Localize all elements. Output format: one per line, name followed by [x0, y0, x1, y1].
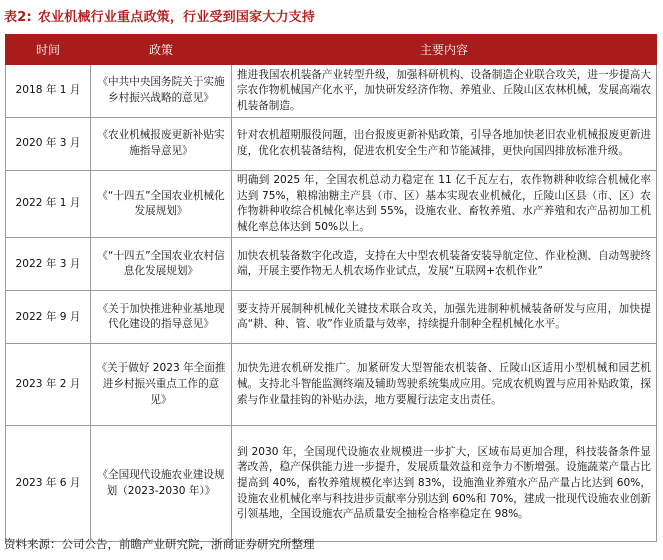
cell-policy: 《关于做好 2023 年全面推进乡村振兴重点工作的意见》	[91, 344, 232, 426]
cell-policy: 《全国现代设施农业建设规划（2023-2030 年）》	[91, 426, 232, 542]
policy-table	[5, 34, 657, 542]
cell-content: 推进我国农机装备产业转型升级，加强科研机构、设备制造企业联合攻关，进一步提高大宗农作物机械国产化水平，加快研发经济作物、养殖业、丘陵山区农林机械，发展高端农机装备制造。	[232, 65, 657, 118]
table-row	[6, 65, 657, 118]
cell-time: 2018 年 1 月	[6, 65, 91, 118]
header-time: 时间	[6, 35, 91, 65]
cell-content: 针对农机超期服役问题，出台报废更新补贴政策，引导各地加快老旧农业机械报废更新进度，优化农机装备结构，促进农机安全生产和节能减排，更快向国四排放标准升级。	[232, 118, 657, 171]
source-note: 资料来源：公司公告，前瞻产业研究院，浙商证券研究所整理	[4, 537, 315, 551]
cell-content: 要支持开展制种机械化关键技术联合攻关，加强先进制种机械装备研发与应用，加快提高“耕、种、管、收”作业质量与效率，持续提升制种全程机械化水平。	[232, 291, 657, 344]
table-row	[6, 426, 657, 542]
table-number: 表2:	[4, 10, 32, 25]
table-row	[6, 344, 657, 426]
cell-policy: 《“十四五”全国农业机械化发展规划》	[91, 171, 232, 238]
cell-content: 加快农机装备数字化改造，支持在大中型农机装备安装导航定位、作业检测、自动驾驶终端，开展主要作物无人机农场作业试点，发展“互联网+农机作业”	[232, 238, 657, 291]
cell-content: 加快先进农机研发推广。加紧研发大型智能农机装备、丘陵山区适用小型机械和园艺机械。支持北斗智能监测终端及辅助驾驶系统集成应用。完成农机购置与应用补贴政策，探索与作业量挂钩的补贴办法，地方要履行法定支出责任。	[232, 344, 657, 426]
cell-policy: 《“十四五”全国农业农村信息化发展规划》	[91, 238, 232, 291]
cell-time: 2022 年 9 月	[6, 291, 91, 344]
cell-policy: 《中共中央国务院关于实施乡村振兴战略的意见》	[91, 65, 232, 118]
table-row	[6, 171, 657, 238]
table-row	[6, 238, 657, 291]
cell-time: 2023 年 6 月	[6, 426, 91, 542]
cell-time: 2023 年 2 月	[6, 344, 91, 426]
cell-policy: 《关于加快推进种业基地现代化建设的指导意见》	[91, 291, 232, 344]
cell-content: 明确到 2025 年，全国农机总动力稳定在 11 亿千瓦左右，农作物耕种收综合机械化率达到 75%，粮棉油糖主产县（市、区）基本实现农业机械化，丘陵山区县（市、区）农作物耕种收综合机械化率达到 55%，设施农业、畜牧养殖、水产养殖和农产品初加工机械化率总体达到 50%以上。	[232, 171, 657, 238]
cell-policy: 《农业机械报废更新补贴实施指导意见》	[91, 118, 232, 171]
table-row	[6, 118, 657, 171]
header-content: 主要内容	[232, 35, 657, 65]
cell-time: 2020 年 3 月	[6, 118, 91, 171]
table-header	[6, 35, 657, 65]
table-title: 农业机械行业重点政策，行业受到国家大力支持	[37, 10, 316, 25]
header-row	[6, 35, 657, 65]
cell-content: 到 2030 年，全国现代设施农业规模进一步扩大，区域布局更加合理，科技装备条件显著改善，稳产保供能力进一步提升，发展质量效益和竞争力不断增强。设施蔬菜产量占比提高到 40%，畜牧养殖规模化率达到 83%，设施渔业养殖水产品产量占比达到 60%，设施农业机械化率与科技进步贡献率分别达到 60%和 70%，建成一批现代设施农业创新引领基地，全国设施农产品质量安全抽检合格率稳定在 98%。	[232, 426, 657, 542]
table-caption	[4, 6, 315, 28]
cell-time: 2022 年 1 月	[6, 171, 91, 238]
table-row	[6, 291, 657, 344]
table-body	[6, 65, 657, 542]
header-policy: 政策	[91, 35, 232, 65]
cell-time: 2022 年 3 月	[6, 238, 91, 291]
